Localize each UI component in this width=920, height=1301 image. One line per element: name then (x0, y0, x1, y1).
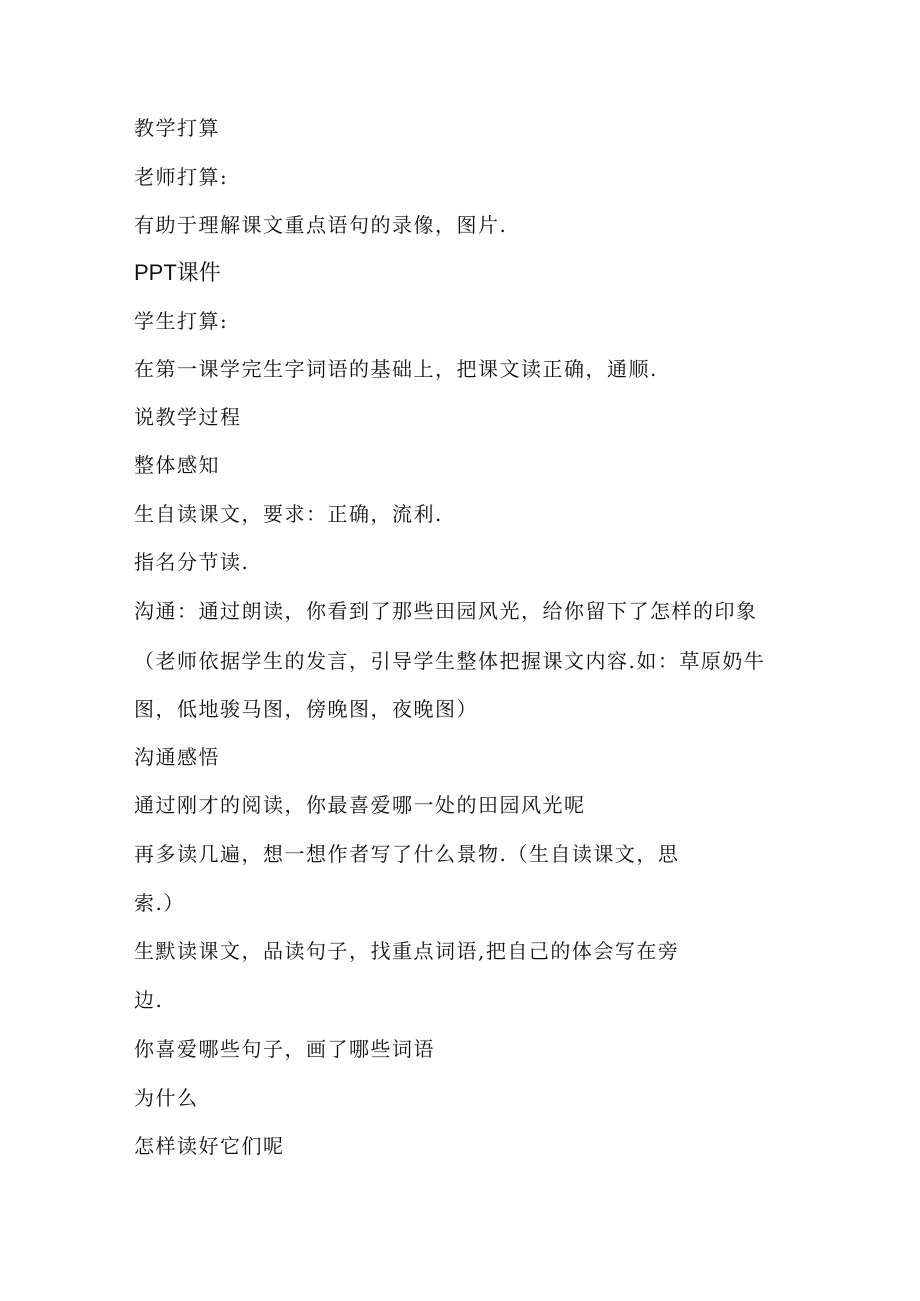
line-teacher-prep: 老师打算: (134, 165, 229, 189)
line-video-images: 有助于理解课文重点语句的录像，图片. (134, 213, 508, 237)
line-section-read: 指名分节读. (134, 550, 250, 574)
line-side: 边. (134, 988, 164, 1012)
line-teaching-prep: 教学打算 (134, 116, 220, 140)
line-communicate: 沟通：通过朗读，你看到了那些田园风光，给你留下了怎样的印象 (134, 599, 758, 623)
line-why: 为什么 (134, 1086, 199, 1110)
line-think: 索.） (134, 891, 185, 915)
line-favorite-sentences: 你喜爱哪些句子，画了哪些词语 (134, 1037, 435, 1061)
line-pictures: 图，低地骏马图，傍晚图，夜晚图） (134, 697, 478, 721)
line-teacher-guide: （老师依据学生的发言，引导学生整体把握课文内容.如：草原奶牛 (134, 649, 766, 673)
line-self-read: 生自读课文，要求：正确，流利. (134, 502, 443, 526)
line-ppt: PPT课件 (134, 260, 221, 285)
line-communicate-insight: 沟通感悟 (134, 745, 220, 769)
line-silent-read: 生默读课文，品读句子，找重点词语,把自己的体会写在旁 (134, 939, 680, 963)
line-favorite-scene: 通过刚才的阅读，你最喜爱哪一处的田园风光呢 (134, 793, 586, 817)
line-how-read: 怎样读好它们呢 (134, 1134, 285, 1158)
line-read-correctly: 在第一课学完生字词语的基础上，把课文读正确，通顺. (134, 357, 658, 381)
line-overall-perception: 整体感知 (134, 453, 220, 477)
line-read-again: 再多读几遍，想一想作者写了什么景物.（生自读课文，思 (134, 842, 680, 866)
line-student-prep: 学生打算: (134, 309, 229, 333)
line-teaching-process: 说教学过程 (134, 405, 242, 429)
